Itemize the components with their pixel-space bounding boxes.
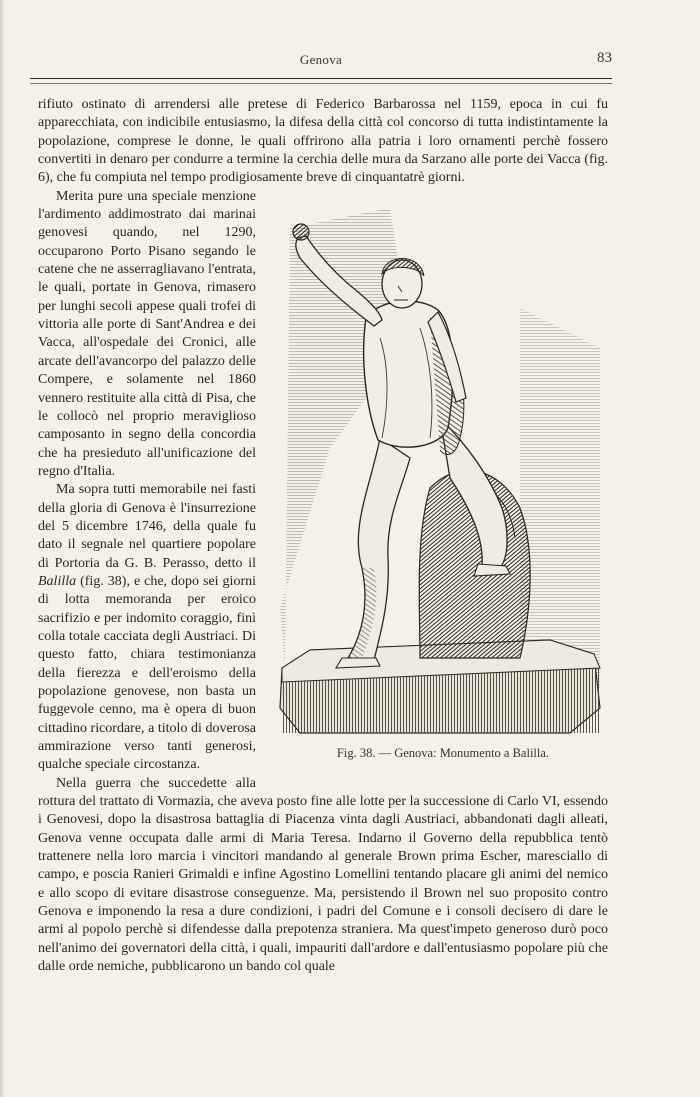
page-edge-shadow	[0, 0, 5, 1097]
paragraph-3-text-b: (fig. 38), e che, dopo sei giorni di lotta memoranda per eroico sacrifizio e per indomito coraggio, finì colla totale cacciata degli Austriaci. Di questo fatto, chiara testimonianza della fierezza e dell'eroismo della popolazione genovese, non basta un fuggevole cenno, ma è opera di buon cittadino ricordare, a titolo di doverosa ammirazione verso tanti generosi, qualche speciale circostanza.	[38, 573, 256, 773]
page-header	[30, 52, 612, 72]
body-text	[38, 96, 608, 977]
header-rule-thin	[30, 83, 612, 84]
header-rule	[30, 78, 612, 79]
paragraph-2: Merita pure una speciale menzione l'ardimento addimostrato dai marinai genovesi quando, nel 1290, occuparono Porto Pisano segando le catene che ne asserragliavano l'entrata, le quali, portate in Genova, rimasero per lunghi secoli appese quali trofei di vittoria alle porte di Sant'Andrea e dei Vacca, all'ospedale dei Cronici, alle arcate dell'avancorpo del palazzo delle Compere, e solamente nel 1860 vennero restituite alla città di Pisa, che le collocò nel proprio meraviglioso camposanto in segno della concordia che ha presieduto all'unificazione del regno d'Italia.	[38, 188, 256, 479]
paragraph-3-text-a: Ma sopra tutti memorabile nei fasti della gloria di Genova è l'insurrezione del 5 dicembre 1746, della quale fu dato il segnale nel quartiere popolare di Portoria da G. B. Perasso, detto il	[38, 482, 256, 571]
figure-caption: Fig. 38. — Genova: Monumento a Balilla.	[336, 745, 550, 760]
running-title: Genova	[299, 52, 343, 67]
balilla-italic: Balilla	[38, 573, 77, 589]
paragraph-4: Nella guerra che succedette alla rottura del trattato di Vormazia, che aveva posto fine alle lotte per la successione di Carlo VI, essendo i Genovesi, dopo la disastrosa battaglia di Piacenza vinta dagli Austriaci, abbandonati dagli alleati, Genova venne occupata dalle armi di Maria Teresa. Indarno il Governo della repubblica tentò trattenere nella loro marcia i vincitori mandando al generale Brown prima Escher, maresciallo di campo, e poscia Ranieri Grimaldi e infine Agostino Lomellini tentando placare gli animi del nemico e allo scopo di evitare disastrose conseguenze. Ma, persistendo il Brown nel suo proposito contro Genova e imponendo la resa a dure condizioni, i padri del Comune e i consoli decisero di dare le armi al popolo perchè si difendesse dalla prepotenza straniera. Ma quest'impeto generoso durò poco nell'animo dei governatori della città, i quali, impauriti dall'ardore e dall'entusiasmo popolare più che dalle orde nemiche, pubblicarono un bando col quale	[38, 775, 608, 975]
page-number: 83	[597, 50, 612, 66]
paragraph-1: rifiuto ostinato di arrendersi alle pretese di Federico Barbarossa nel 1159, epoca in cui fu apparecchiata, con indicibile entusiasmo, la difesa della città col concorso di tutta indistintamente la popolazione, comprese le donne, le quali offrirono alla patria i loro ornamenti perchè fossero convertiti in denaro per condurre a termine la cerchia delle mura da Sarzano alle porte dei Vacca (fig. 6), che fu compiuta nel tempo prodigiosamente breve di cinquantatrè giorni.	[38, 97, 608, 186]
statue-engraving-icon	[270, 188, 608, 736]
figure-38	[270, 188, 608, 790]
